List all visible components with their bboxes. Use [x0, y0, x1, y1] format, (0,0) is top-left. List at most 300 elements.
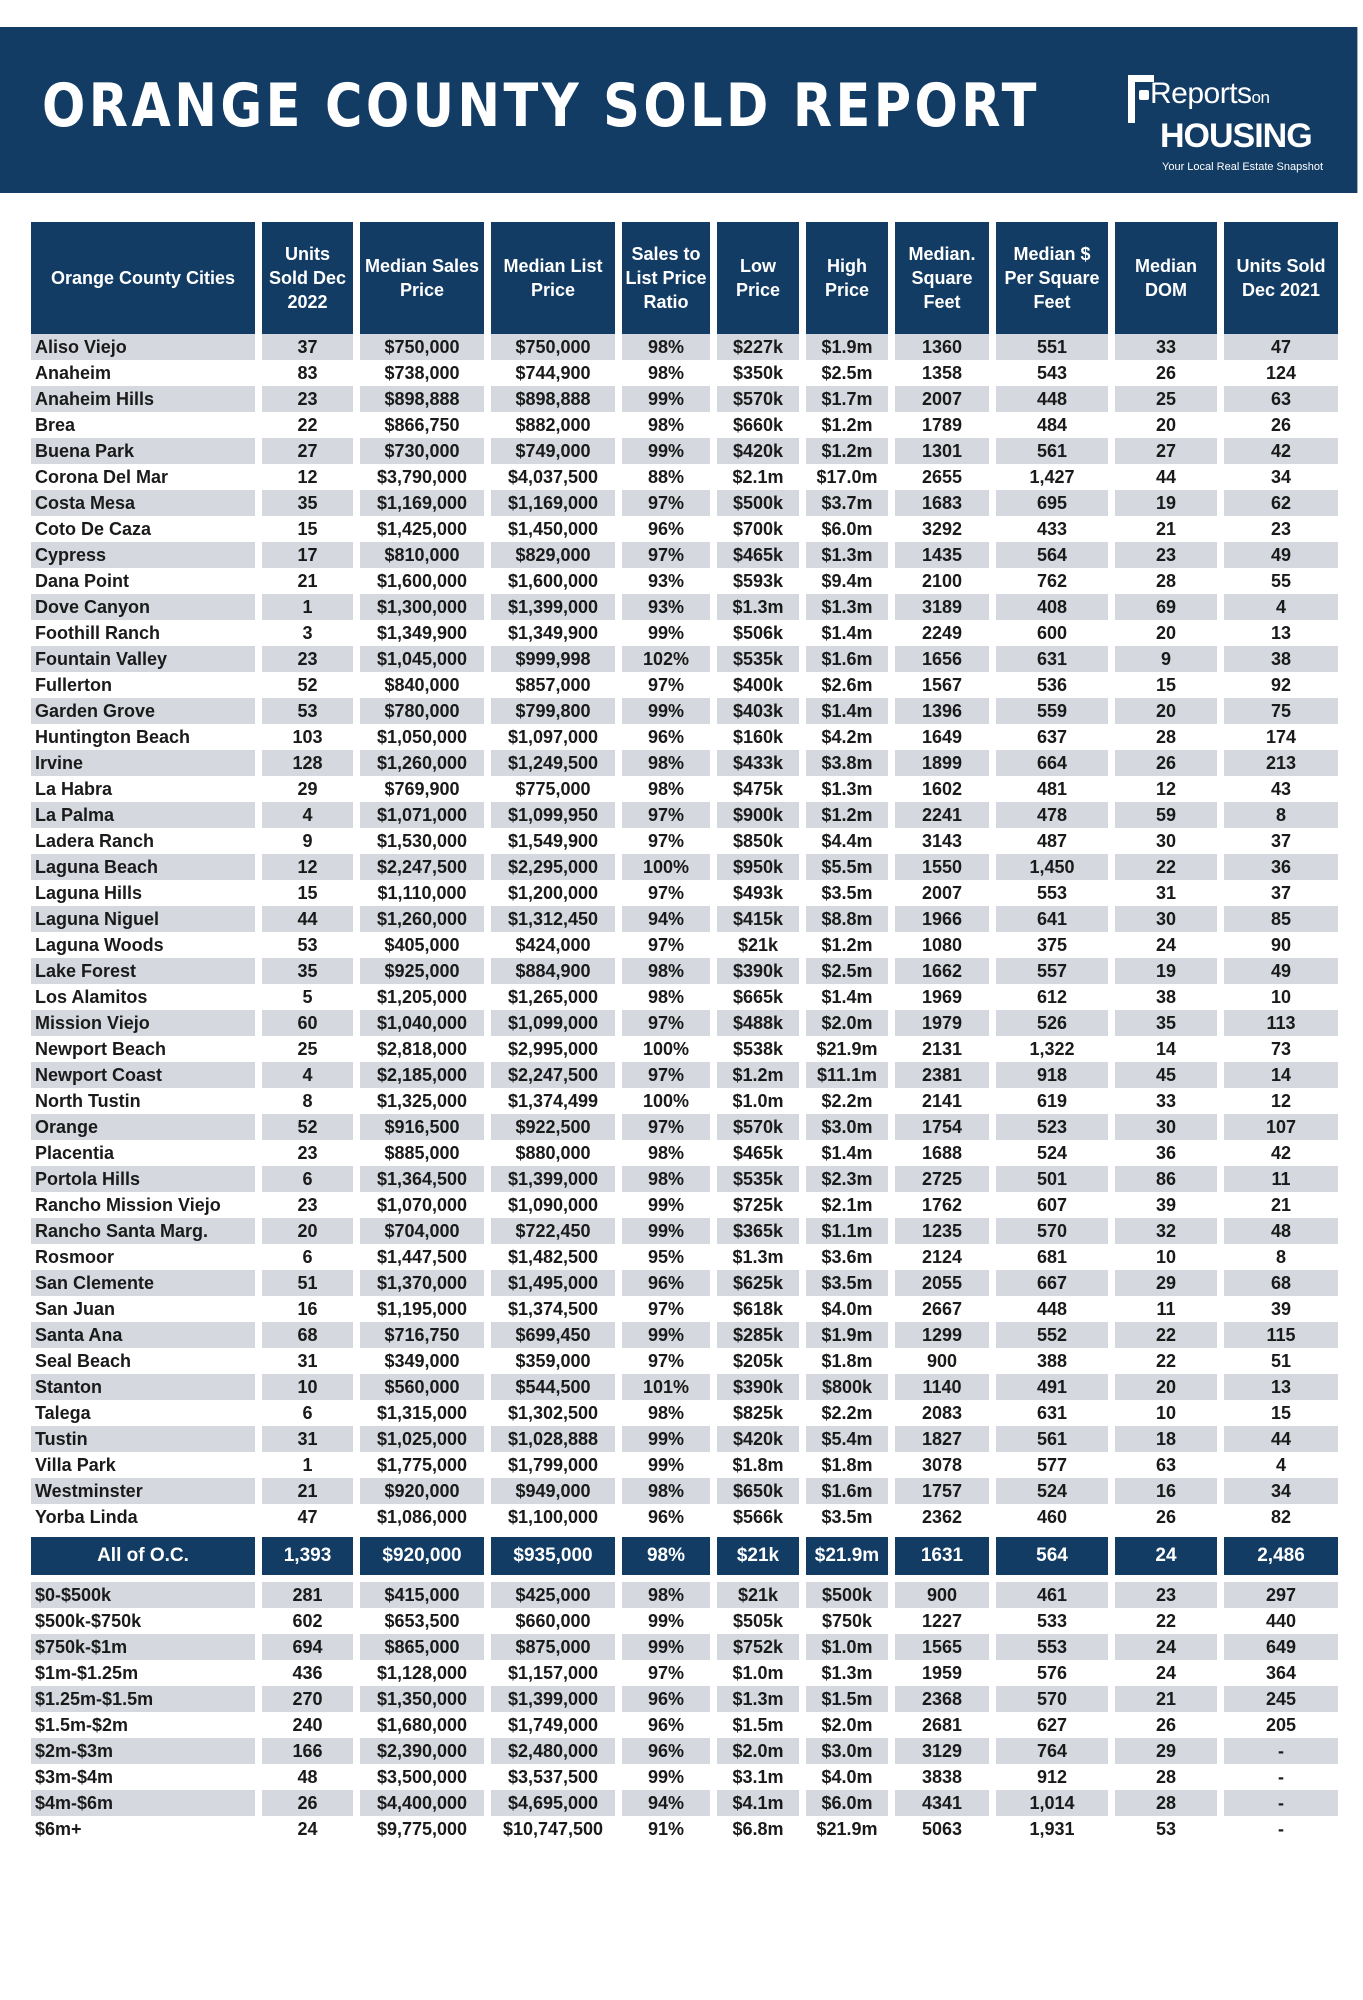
- cell-value: $1,169,000: [360, 490, 484, 516]
- cell-value: $415k: [717, 906, 799, 932]
- cell-value: 35: [262, 958, 353, 984]
- col-header-square-feet: Median. Square Feet: [895, 222, 989, 334]
- cell-value: 1656: [895, 646, 989, 672]
- price-range-row: [31, 1738, 1338, 1764]
- row-label: Laguna Niguel: [31, 906, 255, 932]
- cell-value: 62: [1224, 490, 1338, 516]
- cell-value: 1227: [921, 1611, 963, 1631]
- cell-value: $465k: [732, 1143, 784, 1163]
- logo-tagline: Your Local Real Estate Snapshot: [1162, 161, 1324, 173]
- cell-value: $665k: [732, 987, 784, 1007]
- cell-value: 481: [1036, 779, 1068, 799]
- header-right-edge: [1357, 27, 1363, 193]
- cell-value: 35: [262, 490, 353, 516]
- cell-value: 433: [1036, 519, 1068, 539]
- cell-value: 98%: [622, 1537, 710, 1575]
- cell-value: 35: [1115, 1010, 1217, 1036]
- cell-value: $1,265,000: [507, 987, 599, 1007]
- cell-value: 30: [1115, 906, 1217, 932]
- total-row: [31, 1537, 1338, 1575]
- cell-value: 107: [1224, 1114, 1338, 1140]
- cell-value: 49: [1224, 958, 1338, 984]
- cell-value: 523: [996, 1114, 1108, 1140]
- cell-value: $829,000: [491, 542, 615, 568]
- row-label: Rosmoor: [35, 1247, 115, 1267]
- price-range-row: [31, 1790, 1338, 1816]
- cell-value: 39: [1155, 1195, 1177, 1215]
- cell-value: 20: [262, 1218, 353, 1244]
- cell-value: $424,000: [515, 935, 591, 955]
- cell-value: $570k: [717, 386, 799, 412]
- cell-value: $1,350,000: [360, 1686, 484, 1712]
- cell-value: 552: [996, 1322, 1108, 1348]
- cell-value: $999,998: [491, 646, 615, 672]
- cell-value: 22: [1155, 1611, 1177, 1631]
- cell-value: 564: [996, 1537, 1108, 1575]
- cell-value: $1.5m: [806, 1686, 888, 1712]
- cell-value: 501: [996, 1166, 1108, 1192]
- city-row: [31, 1010, 1338, 1036]
- cell-value: 3292: [921, 519, 963, 539]
- cell-value: $1,128,000: [376, 1663, 468, 1683]
- price-range-row: [31, 1634, 1338, 1660]
- cell-value: 26: [1270, 415, 1292, 435]
- row-label: Corona Del Mar: [35, 467, 169, 487]
- cell-value: 559: [996, 698, 1108, 724]
- cell-value: 96%: [622, 1270, 710, 1296]
- cell-value: 29: [1115, 1738, 1217, 1764]
- cell-value: $2.0m: [821, 1715, 873, 1735]
- cell-value: 51: [1270, 1351, 1292, 1371]
- col-header-median-list: Median List Price: [491, 222, 615, 334]
- cell-value: $1.5m: [732, 1715, 784, 1735]
- cell-value: $535k: [717, 646, 799, 672]
- cell-value: 8: [1224, 802, 1338, 828]
- cell-value: 73: [1270, 1039, 1292, 1059]
- cell-value: 2124: [921, 1247, 963, 1267]
- cell-value: 23: [1115, 1582, 1217, 1608]
- cell-value: 602: [292, 1611, 323, 1631]
- cell-value: 2362: [921, 1507, 963, 1527]
- cell-value: 27: [262, 438, 353, 464]
- cell-value: $3.6m: [821, 1247, 873, 1267]
- cell-value: $566k: [732, 1507, 784, 1527]
- cell-value: $1,249,500: [491, 750, 615, 776]
- city-row: [31, 334, 1338, 360]
- city-row: [31, 1348, 1338, 1374]
- cell-value: 297: [1224, 1582, 1338, 1608]
- cell-value: 98%: [647, 1143, 685, 1163]
- cell-value: $1,399,000: [491, 594, 615, 620]
- cell-value: 1602: [921, 779, 963, 799]
- cell-value: 6: [302, 1247, 313, 1267]
- city-row: [31, 802, 1338, 828]
- cell-value: 31: [1155, 883, 1177, 903]
- cell-value: $866,750: [384, 415, 460, 435]
- cell-value: 28: [1155, 727, 1177, 747]
- cell-value: 12: [1270, 1091, 1292, 1111]
- row-label: San Juan: [35, 1299, 116, 1319]
- city-row: [31, 880, 1338, 906]
- cell-value: 664: [996, 750, 1108, 776]
- cell-value: 99%: [647, 623, 685, 643]
- cell-value: $420k: [717, 438, 799, 464]
- cell-value: $1,425,000: [376, 519, 468, 539]
- row-label: Rancho Santa Marg.: [31, 1218, 255, 1244]
- city-row: [31, 1322, 1338, 1348]
- cell-value: 98%: [622, 1478, 710, 1504]
- cell-value: $1,110,000: [377, 883, 467, 903]
- cell-value: $425,000: [491, 1582, 615, 1608]
- cell-value: 21: [1270, 1195, 1292, 1215]
- cell-value: $1,200,000: [507, 883, 599, 903]
- row-label: Fountain Valley: [31, 646, 255, 672]
- cell-value: $9,775,000: [376, 1819, 468, 1839]
- cell-value: 3143: [921, 831, 963, 851]
- cell-value: $1,195,000: [376, 1299, 468, 1319]
- cell-value: 1789: [921, 415, 963, 435]
- cell-value: 98%: [622, 334, 710, 360]
- cell-value: 627: [1036, 1715, 1068, 1735]
- row-label: Los Alamitos: [35, 987, 148, 1007]
- cell-value: 1959: [921, 1663, 963, 1683]
- cell-value: 23: [262, 386, 353, 412]
- cell-value: 1827: [895, 1426, 989, 1452]
- cell-value: 6: [302, 1403, 313, 1423]
- cell-value: 82: [1270, 1507, 1292, 1527]
- row-label: Cypress: [31, 542, 255, 568]
- cell-value: 22: [1115, 854, 1217, 880]
- cell-value: $1.2m: [806, 802, 888, 828]
- city-row: [31, 932, 1338, 958]
- cell-value: 25: [1115, 386, 1217, 412]
- cell-value: 1631: [895, 1537, 989, 1575]
- col-header-median-sales: Median Sales Price: [360, 222, 484, 334]
- cell-value: 524: [1036, 1143, 1068, 1163]
- row-label: Dove Canyon: [31, 594, 255, 620]
- city-row: [31, 412, 1338, 438]
- cell-value: $700k: [732, 519, 784, 539]
- cell-value: 1,014: [996, 1790, 1108, 1816]
- row-label: All of O.C.: [31, 1537, 255, 1575]
- cell-value: 561: [996, 438, 1108, 464]
- price-range-row: [31, 1816, 1338, 1842]
- cell-value: 619: [1036, 1091, 1068, 1111]
- cell-value: 97%: [622, 542, 710, 568]
- row-label: Laguna Woods: [35, 935, 164, 955]
- cell-value: $1,315,000: [376, 1403, 468, 1423]
- cell-value: 1662: [895, 958, 989, 984]
- col-header-cities: Orange County Cities: [31, 222, 255, 334]
- cell-value: -: [1278, 1819, 1284, 1839]
- city-row: [31, 1452, 1338, 1478]
- cell-value: 570: [996, 1218, 1108, 1244]
- cell-value: 577: [1036, 1455, 1068, 1475]
- cell-value: $1,050,000: [376, 727, 468, 747]
- cell-value: $17.0m: [816, 467, 878, 487]
- row-label: Costa Mesa: [31, 490, 255, 516]
- cell-value: 16: [297, 1299, 318, 1319]
- cell-value: $160k: [732, 727, 784, 747]
- cell-value: $1.3m: [717, 594, 799, 620]
- cell-value: $618k: [732, 1299, 784, 1319]
- cell-value: $3.5m: [806, 1270, 888, 1296]
- cell-value: $722,450: [491, 1218, 615, 1244]
- cell-value: 99%: [647, 1767, 685, 1787]
- price-range-rows: [31, 1582, 1338, 1842]
- cell-value: $4.1m: [717, 1790, 799, 1816]
- cell-value: 570: [996, 1686, 1108, 1712]
- cell-value: 103: [292, 727, 323, 747]
- cell-value: 53: [297, 935, 318, 955]
- city-row: [31, 776, 1338, 802]
- cell-value: 26: [1155, 1715, 1177, 1735]
- cell-value: 1: [302, 1455, 313, 1475]
- cell-value: $1,450,000: [507, 519, 599, 539]
- cell-value: $1.9m: [806, 334, 888, 360]
- row-label: Lake Forest: [31, 958, 255, 984]
- row-spacer: [31, 1530, 1338, 1537]
- cell-value: $780,000: [360, 698, 484, 724]
- cell-value: 436: [292, 1663, 323, 1683]
- cell-value: $800k: [806, 1374, 888, 1400]
- cell-value: $415,000: [360, 1582, 484, 1608]
- cell-value: 38: [1155, 987, 1177, 1007]
- cell-value: 14: [1155, 1039, 1177, 1059]
- city-row: [31, 360, 1338, 386]
- cell-value: $1.4m: [821, 987, 873, 1007]
- cell-value: 97%: [647, 935, 685, 955]
- cell-value: $1.8m: [821, 1455, 873, 1475]
- cell-value: $21k: [737, 935, 779, 955]
- cell-value: 23: [297, 1195, 318, 1215]
- cell-value: 1899: [895, 750, 989, 776]
- cell-value: $1.4m: [821, 1143, 873, 1163]
- cell-value: $21.9m: [806, 1537, 888, 1575]
- cell-value: 1140: [895, 1374, 989, 1400]
- cell-value: 30: [1115, 1114, 1217, 1140]
- cell-value: $749,000: [491, 438, 615, 464]
- cell-value: $1.2m: [821, 415, 873, 435]
- cell-value: $1,300,000: [360, 594, 484, 620]
- cell-value: 98%: [647, 415, 685, 435]
- cell-value: 37: [1270, 883, 1292, 903]
- cell-value: 97%: [647, 1351, 685, 1371]
- row-label: Fullerton: [35, 675, 112, 695]
- cell-value: $10,747,500: [502, 1819, 604, 1839]
- col-header-units-2022: Units Sold Dec 2022: [262, 222, 353, 334]
- cell-value: $2.2m: [821, 1091, 873, 1111]
- cell-value: 98%: [622, 750, 710, 776]
- cell-value: 1969: [921, 987, 963, 1007]
- row-label: Orange: [31, 1114, 255, 1140]
- row-label: Anaheim: [35, 363, 112, 383]
- cell-value: $1.0m: [732, 1091, 784, 1111]
- cell-value: 478: [996, 802, 1108, 828]
- row-spacer: [31, 1575, 1338, 1582]
- cell-value: 4: [262, 1062, 353, 1088]
- cell-value: $2,995,000: [507, 1039, 599, 1059]
- price-range-row: [31, 1712, 1338, 1738]
- cell-value: 15: [1155, 675, 1177, 695]
- cell-value: $403k: [717, 698, 799, 724]
- cell-value: 98%: [647, 363, 685, 383]
- cell-value: 60: [262, 1010, 353, 1036]
- cell-value: $2,185,000: [360, 1062, 484, 1088]
- cell-value: $2.3m: [806, 1166, 888, 1192]
- cell-value: 2655: [921, 467, 963, 487]
- city-row: [31, 724, 1338, 750]
- cell-value: 37: [1270, 831, 1292, 851]
- cell-value: $1,157,000: [507, 1663, 599, 1683]
- cell-value: 53: [262, 698, 353, 724]
- cell-value: $769,900: [384, 779, 460, 799]
- cell-value: 375: [1036, 935, 1068, 955]
- cell-value: $1,600,000: [507, 571, 599, 591]
- cell-value: $922,500: [491, 1114, 615, 1140]
- cell-value: 2725: [895, 1166, 989, 1192]
- cell-value: 536: [1036, 675, 1068, 695]
- row-label: Tustin: [31, 1426, 255, 1452]
- cell-value: $1.7m: [806, 386, 888, 412]
- row-label: Anaheim Hills: [31, 386, 255, 412]
- cell-value: 23: [1115, 542, 1217, 568]
- cell-value: 1301: [895, 438, 989, 464]
- cell-value: 2100: [921, 571, 963, 591]
- cell-value: $2,247,500: [491, 1062, 615, 1088]
- cell-value: $1,097,000: [507, 727, 599, 747]
- city-row: [31, 958, 1338, 984]
- cell-value: 63: [1224, 386, 1338, 412]
- cell-value: $840,000: [384, 675, 460, 695]
- cell-value: 1,427: [1029, 467, 1075, 487]
- cell-value: 44: [262, 906, 353, 932]
- cell-value: 24: [1115, 1634, 1217, 1660]
- cell-value: $3.0m: [806, 1738, 888, 1764]
- cell-value: 600: [1036, 623, 1068, 643]
- cell-value: 612: [1036, 987, 1068, 1007]
- cell-value: $875,000: [491, 1634, 615, 1660]
- cell-value: 9: [302, 831, 313, 851]
- cell-value: 99%: [622, 1426, 710, 1452]
- cell-value: 29: [297, 779, 318, 799]
- cell-value: $725k: [732, 1195, 784, 1215]
- cell-value: 2007: [895, 386, 989, 412]
- cell-value: 90: [1270, 935, 1292, 955]
- cell-value: $2.2m: [821, 1403, 873, 1423]
- cell-value: 12: [262, 854, 353, 880]
- city-rows: [31, 334, 1338, 1530]
- cell-value: 17: [262, 542, 353, 568]
- city-row: [31, 1400, 1338, 1426]
- cell-value: 97%: [622, 1010, 710, 1036]
- cell-value: $1,045,000: [360, 646, 484, 672]
- cell-value: $1,099,000: [491, 1010, 615, 1036]
- cell-value: 1649: [921, 727, 963, 747]
- reports-on-housing-logo: [1128, 73, 1328, 183]
- cell-value: 100%: [622, 854, 710, 880]
- cell-value: 1688: [921, 1143, 963, 1163]
- cell-value: $538k: [732, 1039, 784, 1059]
- cell-value: $1,549,900: [507, 831, 599, 851]
- cell-value: $475k: [732, 779, 784, 799]
- cell-value: $1,364,500: [360, 1166, 484, 1192]
- row-label: Mission Viejo: [31, 1010, 255, 1036]
- cell-value: 4: [262, 802, 353, 828]
- cell-value: 4: [1275, 1455, 1286, 1475]
- cell-value: $285k: [717, 1322, 799, 1348]
- cell-value: $433k: [717, 750, 799, 776]
- cell-value: 213: [1224, 750, 1338, 776]
- cell-value: 34: [1270, 467, 1292, 487]
- cell-value: $1.4m: [821, 623, 873, 643]
- row-label: Placentia: [35, 1143, 115, 1163]
- row-label: Garden Grove: [31, 698, 255, 724]
- cell-value: $1,086,000: [376, 1507, 468, 1527]
- cell-value: $750,000: [491, 334, 615, 360]
- cell-value: 245: [1224, 1686, 1338, 1712]
- cell-value: 1,931: [1029, 1819, 1075, 1839]
- cell-value: $950k: [717, 854, 799, 880]
- cell-value: $9.4m: [821, 571, 873, 591]
- cell-value: 631: [1036, 1403, 1068, 1423]
- cell-value: $350k: [732, 363, 784, 383]
- cell-value: 8: [302, 1091, 313, 1111]
- cell-value: $5.4m: [806, 1426, 888, 1452]
- cell-value: 553: [996, 1634, 1108, 1660]
- cell-value: 24: [297, 1819, 318, 1839]
- cell-value: $1,374,500: [507, 1299, 599, 1319]
- cell-value: $1.6m: [806, 1478, 888, 1504]
- cell-value: $3.7m: [806, 490, 888, 516]
- cell-value: 3129: [895, 1738, 989, 1764]
- cell-value: $2.1m: [732, 467, 784, 487]
- cell-value: $1,025,000: [360, 1426, 484, 1452]
- city-row: [31, 984, 1338, 1010]
- cell-value: $3.5m: [821, 883, 873, 903]
- cell-value: 38: [1224, 646, 1338, 672]
- cell-value: 31: [297, 1351, 318, 1371]
- row-label: Brea: [35, 415, 76, 435]
- cell-value: $5.5m: [806, 854, 888, 880]
- cell-value: 1080: [921, 935, 963, 955]
- cell-value: $1,482,500: [507, 1247, 599, 1267]
- city-row: [31, 1218, 1338, 1244]
- cell-value: 14: [1224, 1062, 1338, 1088]
- cell-value: 100%: [642, 1091, 690, 1111]
- row-label: Coto De Caza: [35, 519, 152, 539]
- row-label: Irvine: [31, 750, 255, 776]
- cell-value: -: [1224, 1790, 1338, 1816]
- col-header-low-price: Low Price: [717, 222, 799, 334]
- cell-value: 98%: [622, 1582, 710, 1608]
- cell-value: $1,799,000: [507, 1455, 599, 1475]
- cell-value: 4341: [895, 1790, 989, 1816]
- cell-value: 26: [262, 1790, 353, 1816]
- cell-value: $898,888: [491, 386, 615, 412]
- city-row: [31, 1088, 1338, 1114]
- cell-value: 2,486: [1224, 1537, 1338, 1575]
- cell-value: $1,680,000: [376, 1715, 468, 1735]
- cell-value: 94%: [622, 1790, 710, 1816]
- cell-value: 47: [297, 1507, 318, 1527]
- city-row: [31, 516, 1338, 542]
- row-label: $6m+: [35, 1819, 82, 1839]
- cell-value: $1,370,000: [360, 1270, 484, 1296]
- cell-value: $4,695,000: [491, 1790, 615, 1816]
- cell-value: $704,000: [360, 1218, 484, 1244]
- cell-value: 1979: [895, 1010, 989, 1036]
